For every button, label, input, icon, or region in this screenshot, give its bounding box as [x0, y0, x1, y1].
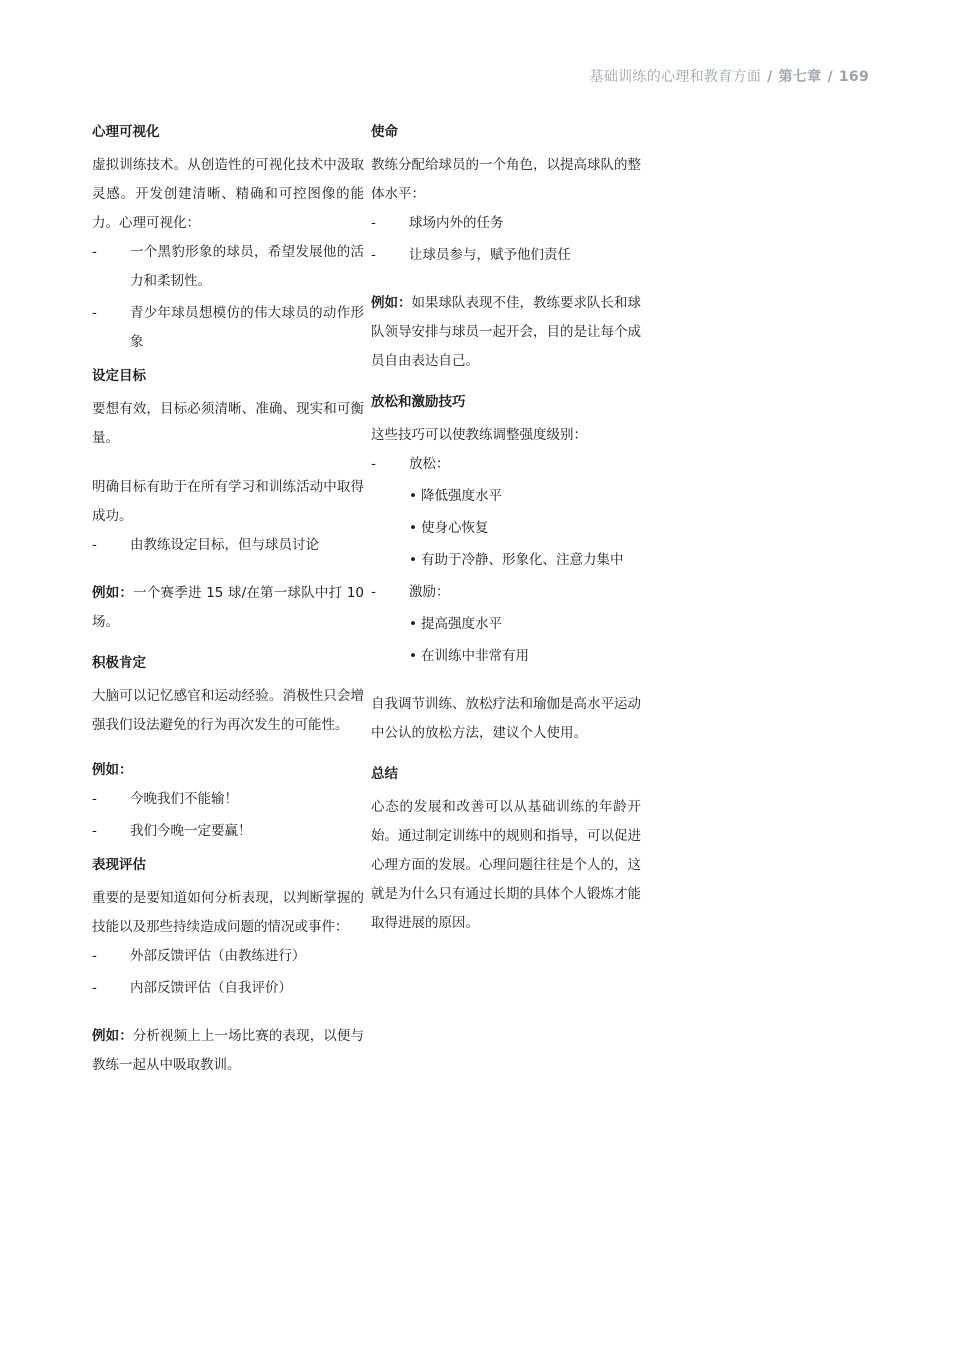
bullet-item [409, 642, 641, 671]
dash-marker: - [371, 456, 376, 472]
header-separator-2: / [827, 69, 833, 85]
list-item-text: 今晚我们不能输！ [130, 791, 238, 807]
example-label: 例如： [371, 295, 412, 311]
list-item [92, 974, 364, 1003]
bullet-marker: • [409, 648, 417, 664]
bullet-text: 在训练中非常有用 [420, 648, 529, 664]
para-affirmation: 大脑可以记忆感官和运动经验。消极性只会增强我们设法避免的行为再次发生的可能性。 [92, 688, 364, 733]
list-item-text: 一个黑豹形象的球员，希望发展他的活力和柔韧性。 [130, 244, 364, 289]
example-text: 一个赛季进 15 球/在第一球队中打 10 场。 [92, 585, 365, 630]
page-number: 169 [838, 69, 869, 85]
list-item [92, 942, 364, 971]
list-item [92, 531, 364, 560]
bullet-item [409, 514, 641, 543]
para-relaxation-closing: 自我调节训练、放松疗法和瑜伽是高水平运动中公认的放松方法，建议个人使用。 [371, 696, 641, 741]
para-evaluation: 重要的是要知道如何分析表现，以判断掌握的技能以及那些持续造成问题的情况或事件： [92, 890, 364, 935]
header-chapter: 第七章 [778, 69, 822, 85]
dash-marker: - [92, 244, 97, 260]
para-summary: 心态的发展和改善可以从基础训练的年龄开始。通过制定训练中的规则和指导，可以促进心理方面的发展。心理问题往往是个人的，这就是为什么只有通过长期的具体个人锻炼才能取得进展的原因。 [371, 799, 641, 931]
bullet-marker: • [409, 616, 417, 632]
list-item-text: 外部反馈评估（由教练进行） [130, 948, 306, 964]
motivate-label: 激励： [409, 584, 450, 600]
list-item [371, 209, 641, 238]
example-text: 如果球队表现不佳，教练要求队长和球队领导安排与球员一起开会，目的是让每个成员自由表达自己。 [371, 295, 641, 369]
list-item-text: 内部反馈评估（自我评价） [130, 980, 292, 996]
dash-marker: - [371, 584, 376, 600]
left-column [92, 122, 364, 1080]
para-visualization: 虚拟训练技术。从创造性的可视化技术中汲取灵感。开发创建清晰、精确和可控图像的能力。心理可视化： [92, 157, 364, 231]
example-evaluation [92, 1022, 364, 1080]
heading-relaxation: 放松和激励技巧 [371, 394, 466, 410]
list-item-text: 球场内外的任务 [409, 215, 504, 231]
bullet-text: 提高强度水平 [420, 616, 502, 632]
bullet-item [409, 546, 641, 575]
example-label: 例如： [92, 585, 134, 601]
bullet-item [409, 610, 641, 639]
right-column [371, 122, 641, 938]
list-item [371, 241, 641, 270]
bullet-text: 使身心恢复 [420, 520, 489, 536]
list-item [371, 578, 641, 607]
example-goals [92, 579, 364, 637]
example-text: 分析视频上上一场比赛的表现，以便与教练一起从中吸取教训。 [92, 1028, 365, 1073]
para-goals-1: 要想有效，目标必须清晰、准确、现实和可衡量。 [92, 401, 364, 446]
list-item [92, 299, 364, 357]
heading-evaluation: 表现评估 [92, 857, 146, 873]
heading-goals: 设定目标 [92, 368, 146, 384]
heading-affirmation: 积极肯定 [92, 655, 146, 671]
list-item-text: 我们今晚一定要赢！ [130, 823, 252, 839]
list-item [92, 785, 364, 814]
list-item-text: 青少年球员想模仿的伟大球员的动作形象 [130, 305, 364, 350]
dash-marker: - [92, 980, 97, 996]
example-label: 例如： [92, 1028, 133, 1044]
bullet-marker: • [409, 552, 417, 568]
para-goals-2: 明确目标有助于在所有学习和训练活动中取得成功。 [92, 479, 364, 524]
example-mission [371, 289, 641, 376]
example-label-affirmation: 例如： [92, 762, 133, 778]
header-section-title: 基础训练的心理和教育方面 [589, 69, 762, 85]
list-item [92, 238, 364, 296]
dash-marker: - [92, 948, 97, 964]
relax-label: 放松： [409, 456, 450, 472]
list-item-text: 由教练设定目标，但与球员讨论 [130, 537, 319, 553]
dash-marker: - [92, 537, 97, 553]
heading-mission: 使命 [371, 124, 398, 140]
heading-visualization: 心理可视化 [92, 124, 160, 140]
bullet-text: 有助于冷静、形象化、注意力集中 [420, 552, 624, 568]
heading-summary: 总结 [371, 766, 398, 782]
dash-marker: - [92, 305, 97, 321]
para-relaxation: 这些技巧可以使教练调整强度级别： [371, 427, 587, 443]
list-item-text: 让球员参与，赋予他们责任 [409, 247, 571, 263]
bullet-marker: • [409, 488, 417, 504]
bullet-text: 降低强度水平 [420, 488, 502, 504]
para-mission: 教练分配给球员的一个角色，以提高球队的整体水平： [371, 157, 641, 202]
header-separator: / [767, 69, 773, 85]
dash-marker: - [371, 215, 376, 231]
bullet-item [409, 482, 641, 511]
bullet-marker: • [409, 520, 417, 536]
dash-marker: - [92, 823, 97, 839]
dash-marker: - [371, 247, 376, 263]
dash-marker: - [92, 791, 97, 807]
running-header [590, 66, 869, 86]
list-item [92, 817, 364, 846]
list-item [371, 450, 641, 479]
